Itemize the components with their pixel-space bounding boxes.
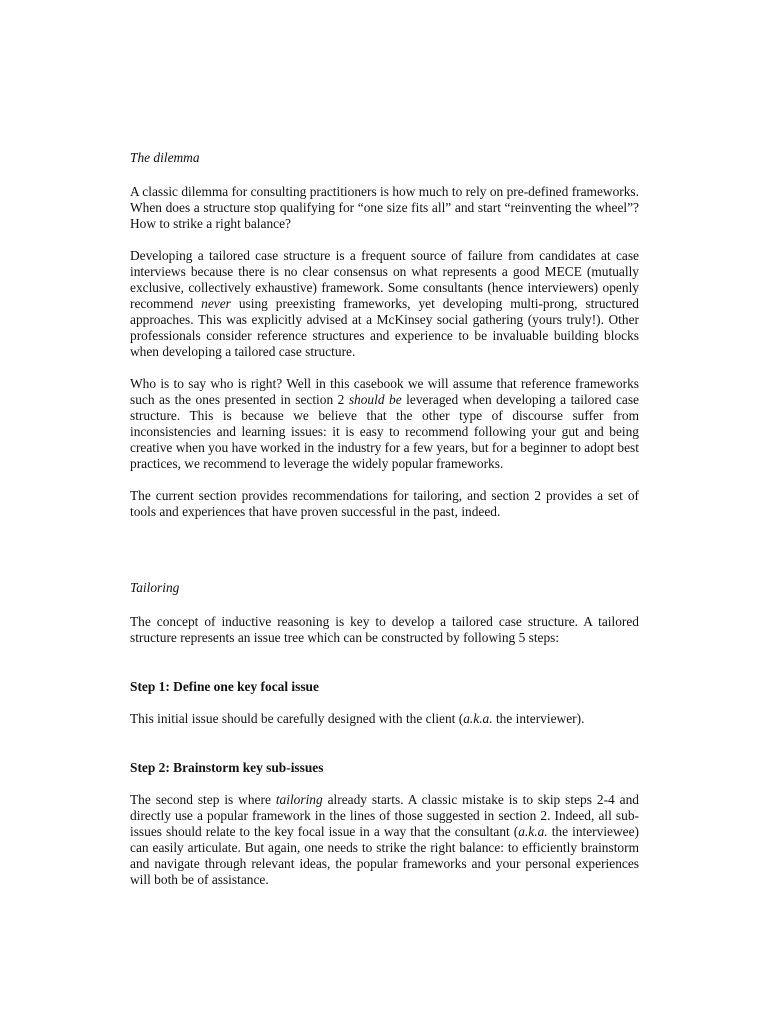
tailoring-paragraph-1: The concept of inductive reasoning is key to develop a tailored case structure. A tailored structure represents an issue tree which can be constructed by following 5 steps: bbox=[130, 614, 639, 645]
section-heading-dilemma: The dilemma bbox=[130, 150, 200, 165]
emphasis-text: never bbox=[201, 296, 231, 311]
dilemma-paragraph-4: The current section provides recommendations for tailoring, and section 2 provides a set of tools and experiences that have proven successful in the past, indeed. bbox=[130, 488, 639, 519]
text-run: the interviewer). bbox=[492, 711, 585, 726]
emphasis-text: should be bbox=[348, 392, 402, 407]
text-run: the interviewee) can easily articulate. But again, one needs to strike the right balance: to efficiently brainstorm and navigate through relevant ideas, the popular frameworks and your personal experiences will both be of assistance. bbox=[130, 824, 640, 887]
step-1-paragraph bbox=[130, 711, 639, 727]
section-heading-tailoring: Tailoring bbox=[130, 580, 180, 595]
text-run: using preexisting frameworks, yet developing multi-prong, structured approaches. This was explicitly advised at a McKinsey social gathering (yours truly!). Other professionals consider reference structures and experience to be invaluable building blocks when developing a tailored case structure. bbox=[130, 296, 639, 359]
text-run: The second step is where bbox=[130, 792, 276, 807]
text-run: Developing a tailored case structure is a frequent source of failure from candidates at case interviews because there is no clear consensus on what represents a good MECE (mutually exclusive, collectively exhaustive) framework. Some consultants (hence interviewers) openly recommend bbox=[130, 248, 639, 311]
dilemma-paragraph-3 bbox=[130, 376, 639, 472]
emphasis-text: a.k.a. bbox=[463, 711, 493, 726]
text-run: already starts. A classic mistake is to skip steps 2-4 and directly use a popular framework in the lines of those suggested in section 2. Indeed, all sub-issues should relate to the key focal issue in a way that the consultant ( bbox=[130, 792, 639, 839]
step-2-paragraph bbox=[130, 792, 639, 888]
text-run: leveraged when developing a tailored case structure. This is because we believe that the other type of discourse suffer from inconsistencies and learning issues: it is easy to recommend following your gut and being creative when you have worked in the industry for a few years, but for a beginner to adopt best practices, we recommend to leverage the widely popular frameworks. bbox=[130, 392, 640, 471]
section-spacer bbox=[130, 536, 639, 580]
emphasis-text: tailoring bbox=[275, 792, 323, 807]
step-1-heading: Step 1: Define one key focal issue bbox=[130, 679, 319, 694]
dilemma-paragraph-2 bbox=[130, 248, 639, 360]
text-run: This initial issue should be carefully designed with the client ( bbox=[130, 711, 464, 726]
emphasis-text: a.k.a. bbox=[518, 824, 548, 839]
step-2-heading: Step 2: Brainstorm key sub-issues bbox=[130, 760, 324, 775]
text-run: Who is to say who is right? Well in this casebook we will assume that reference frameworks such as the ones presented in section 2 bbox=[130, 376, 639, 407]
section-spacer bbox=[130, 662, 639, 679]
section-spacer bbox=[130, 743, 639, 760]
document-page bbox=[130, 150, 639, 904]
dilemma-paragraph-1: A classic dilemma for consulting practitioners is how much to rely on pre-defined frameworks. When does a structure stop qualifying for “one size fits all” and start “reinventing the wheel”? How to strike a right balance? bbox=[130, 184, 639, 231]
